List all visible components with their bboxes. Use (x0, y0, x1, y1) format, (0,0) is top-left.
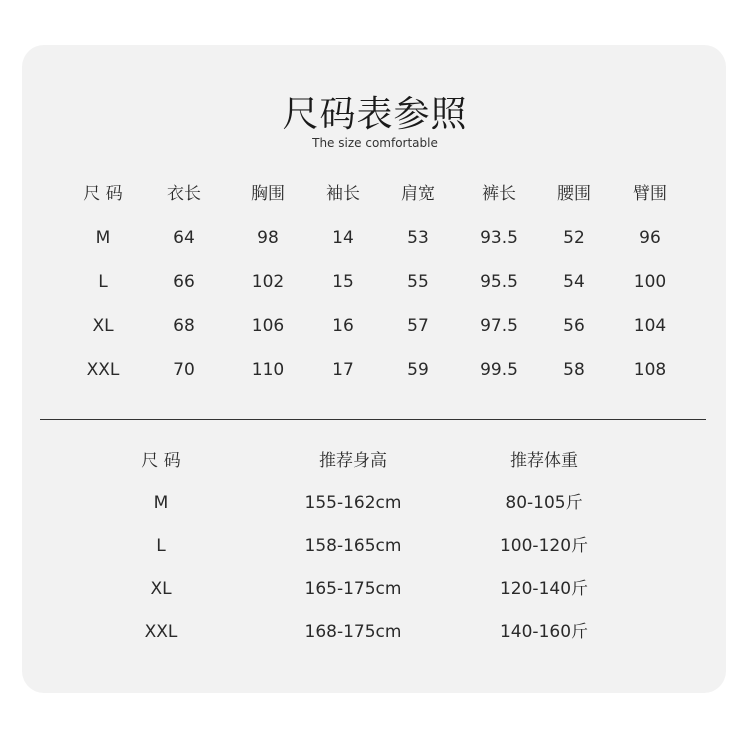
page-subtitle: The size comfortable (312, 136, 438, 150)
table-cell: 66 (173, 272, 195, 292)
table-cell: 95.5 (480, 272, 518, 292)
table-cell: 15 (332, 272, 354, 292)
table-cell: 106 (251, 316, 285, 336)
table-cell: 93.5 (480, 228, 518, 248)
table-cell: L (156, 536, 166, 556)
table-cell: 98 (257, 228, 279, 248)
header-shoulder: 肩宽 (401, 184, 435, 204)
table-cell: 108 (633, 360, 667, 380)
header-recommended-height: 推荐身高 (319, 451, 387, 471)
table-cell: M (95, 228, 111, 248)
header-size: 尺 码 (83, 184, 123, 204)
header-pants-length: 裤长 (482, 184, 516, 204)
table-cell: 14 (332, 228, 354, 248)
table-cell: M (153, 493, 169, 513)
table-cell: 155-162cm (304, 493, 402, 513)
table-cell: 70 (173, 360, 195, 380)
table-cell: 80-105斤 (505, 493, 583, 513)
table-cell: 99.5 (480, 360, 518, 380)
table-cell: XL (150, 579, 172, 599)
table-cell: 120-140斤 (499, 579, 589, 599)
table-cell: XL (92, 316, 114, 336)
header-sleeve: 袖长 (326, 184, 360, 204)
table-cell: 97.5 (480, 316, 518, 336)
table-cell: L (98, 272, 108, 292)
header-recommended-weight: 推荐体重 (510, 451, 578, 471)
table-cell: 53 (407, 228, 429, 248)
table-cell: 165-175cm (304, 579, 402, 599)
table-cell: 96 (639, 228, 661, 248)
section-divider (40, 419, 706, 420)
table-cell: 100 (633, 272, 667, 292)
table-cell: 52 (563, 228, 585, 248)
page-title: 尺码表参照 (282, 94, 468, 135)
header-length: 衣长 (167, 184, 201, 204)
table-cell: 17 (332, 360, 354, 380)
header-arm: 臂围 (633, 184, 667, 204)
table-cell: 104 (633, 316, 667, 336)
table-cell: 59 (407, 360, 429, 380)
table-cell: 100-120斤 (499, 536, 589, 556)
header-waist: 腰围 (557, 184, 591, 204)
table-cell: 140-160斤 (499, 622, 589, 642)
table-cell: 158-165cm (304, 536, 402, 556)
table-cell: XXL (86, 360, 120, 380)
table-cell: 58 (563, 360, 585, 380)
header-chest: 胸围 (251, 184, 285, 204)
table-cell: 168-175cm (304, 622, 402, 642)
table-cell: 64 (173, 228, 195, 248)
table-cell: 110 (251, 360, 285, 380)
table-cell: 55 (407, 272, 429, 292)
table-cell: 102 (251, 272, 285, 292)
table-cell: 68 (173, 316, 195, 336)
table-cell: XXL (144, 622, 178, 642)
table-cell: 56 (563, 316, 585, 336)
table-cell: 57 (407, 316, 429, 336)
table-cell: 16 (332, 316, 354, 336)
header-size: 尺 码 (141, 451, 181, 471)
table-cell: 54 (563, 272, 585, 292)
